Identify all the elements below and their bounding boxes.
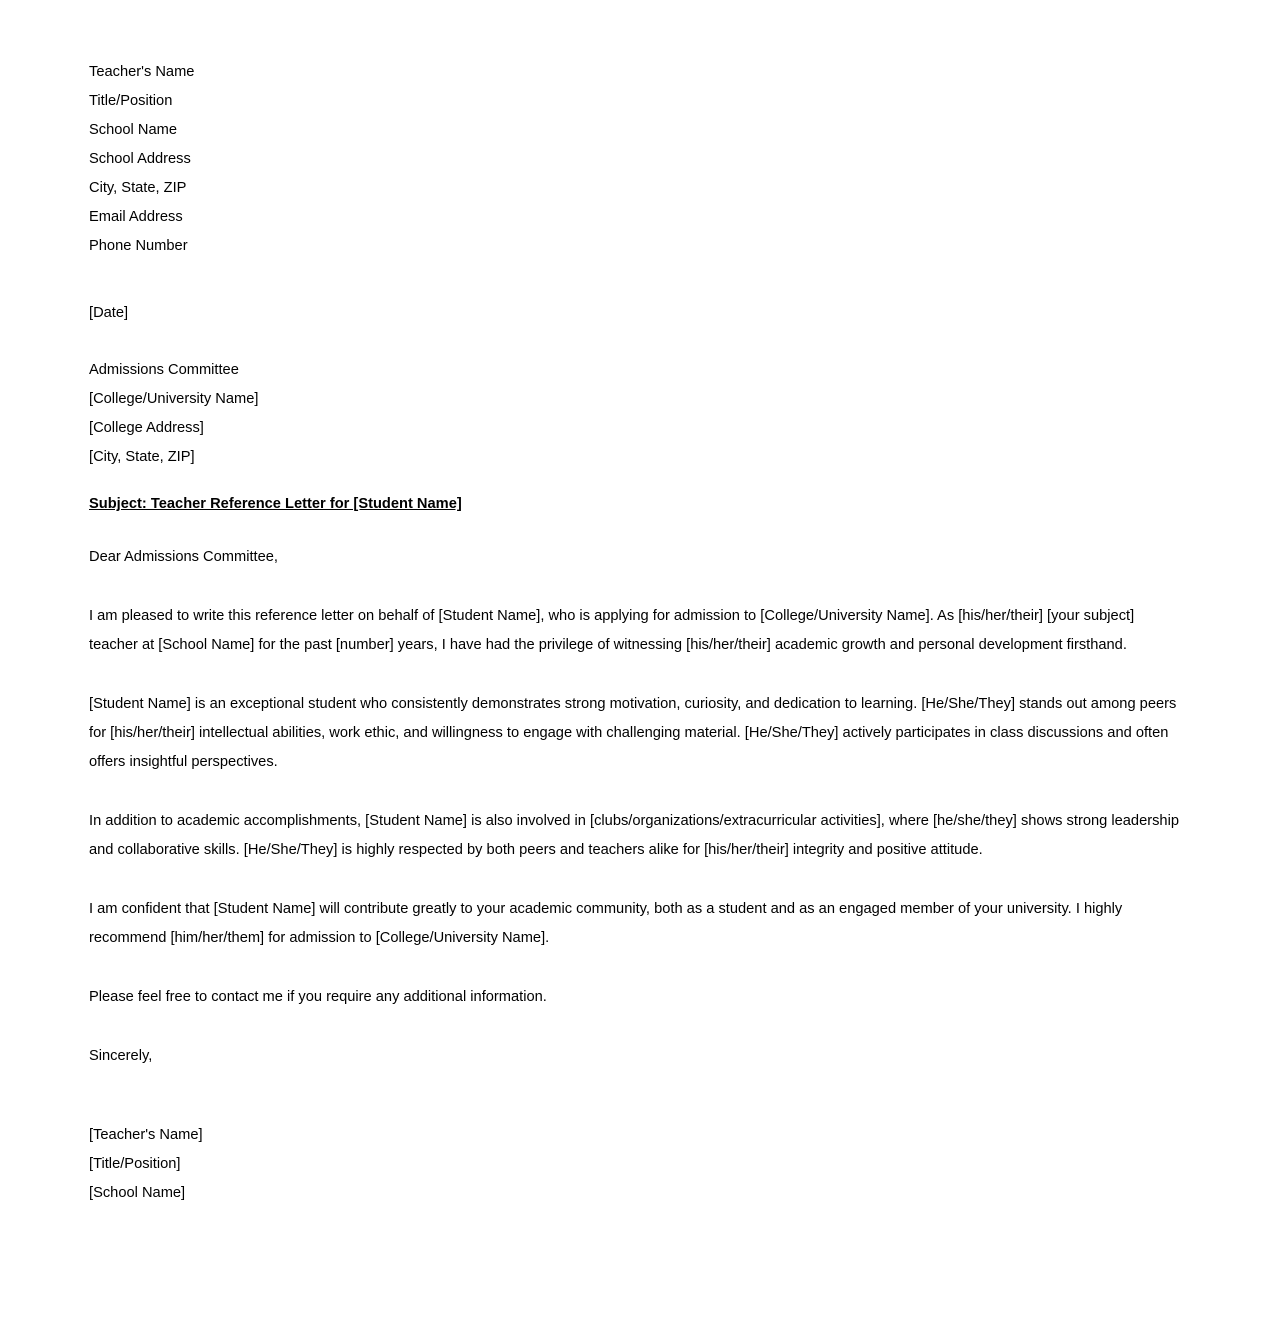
recipient-line-college: [College/University Name] bbox=[89, 391, 259, 407]
subject-line: Subject: Teacher Reference Letter for [Student Name] bbox=[89, 496, 462, 512]
body-paragraph-extracurricular: In addition to academic accomplishments, [Student Name] is also involved in [clubs/organizations/extracurricular activities], where [he/she/they] shows strong leadership and collaborative skills. [He/She/They] is highly respected by both peers and teachers alike for [his/her/their] integrity and positive attitude. bbox=[89, 813, 1179, 858]
date-line: [Date] bbox=[89, 305, 129, 321]
body-paragraph-recommendation: I am confident that [Student Name] will contribute greatly to your academic community, both as a student and as an engaged member of your university. I highly recommend [him/her/them] for admission to [College/University Name]. bbox=[89, 901, 1123, 946]
recipient-line-address: [College Address] bbox=[89, 420, 204, 436]
recipient-line-city: [City, State, ZIP] bbox=[89, 449, 195, 465]
sender-line-name: Teacher's Name bbox=[89, 64, 195, 80]
sender-line-email: Email Address bbox=[89, 209, 183, 225]
signature-block bbox=[89, 1121, 1183, 1208]
body-paragraph-intro: I am pleased to write this reference letter on behalf of [Student Name], who is applying for admission to [College/University Name]. As [his/her/their] [your subject] teacher at [School Name] for the past [number] years, I have had the privilege of witnessing [his/her/their] academic growth and personal development firsthand. bbox=[89, 608, 1135, 653]
sender-line-phone: Phone Number bbox=[89, 238, 188, 254]
sign-off: Sincerely, bbox=[89, 1048, 153, 1064]
letter-content bbox=[89, 58, 1183, 1208]
sender-address-block bbox=[89, 58, 1183, 261]
salutation: Dear Admissions Committee, bbox=[89, 549, 278, 565]
signature-line-title: [Title/Position] bbox=[89, 1156, 181, 1172]
signature-line-school: [School Name] bbox=[89, 1185, 186, 1201]
sender-line-title: Title/Position bbox=[89, 93, 173, 109]
body-paragraph-academics: [Student Name] is an exceptional student who consistently demonstrates strong motivation, curiosity, and dedication to learning. [He/She/They] stands out among peers for [his/her/their] intellectual abilities, work ethic, and willingness to engage with challenging material. [He/She/They] actively participates in class discussions and often offers insightful perspectives. bbox=[89, 696, 1177, 770]
sender-line-city: City, State, ZIP bbox=[89, 180, 187, 196]
recipient-address-block bbox=[89, 356, 1183, 472]
sender-line-address: School Address bbox=[89, 151, 191, 167]
signature-line-name: [Teacher's Name] bbox=[89, 1127, 203, 1143]
sender-line-school: School Name bbox=[89, 122, 177, 138]
closing-request: Please feel free to contact me if you require any additional information. bbox=[89, 989, 547, 1005]
recipient-line-committee: Admissions Committee bbox=[89, 362, 239, 378]
